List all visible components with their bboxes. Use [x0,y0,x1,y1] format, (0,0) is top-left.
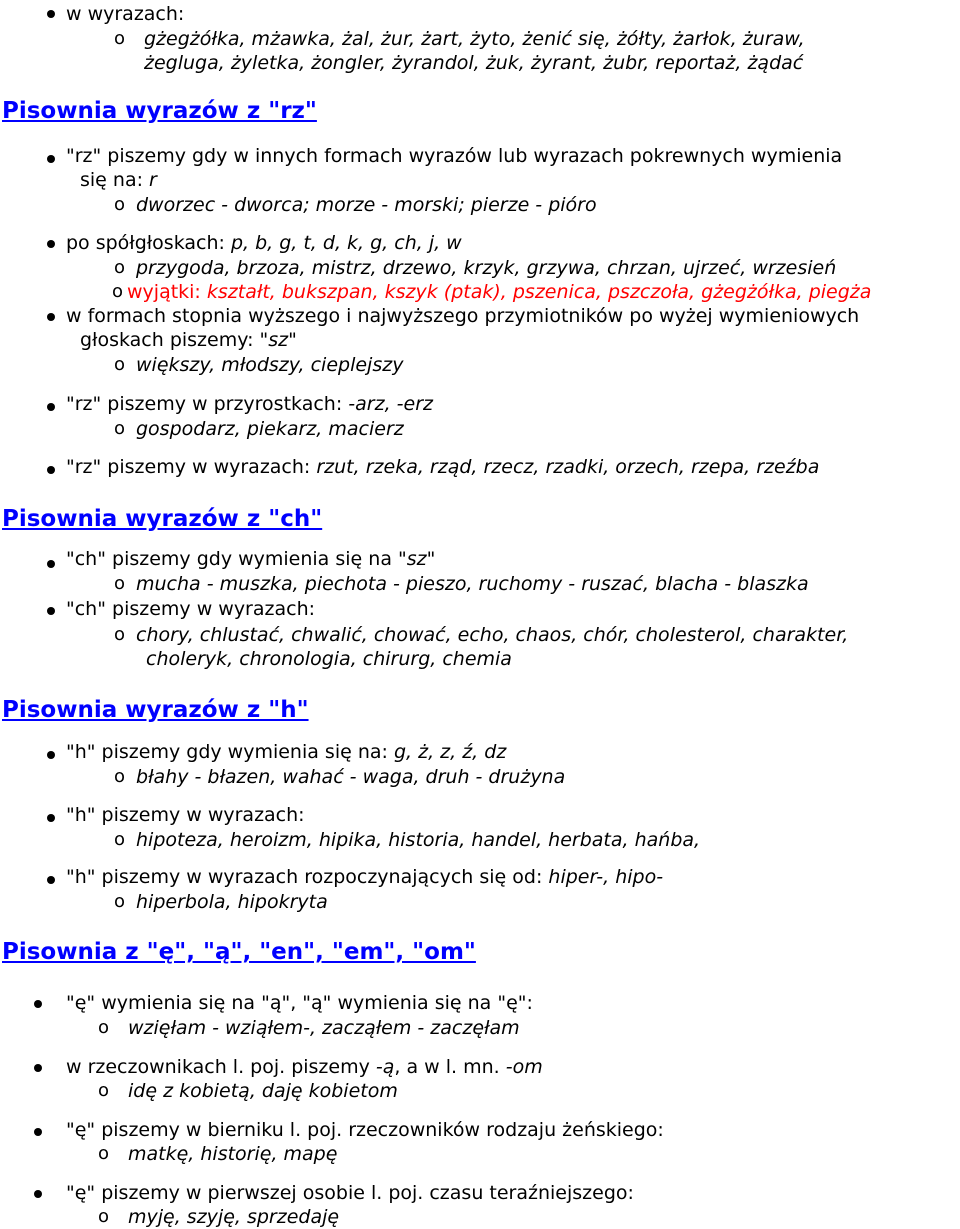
list-item-continuation: głoskach piszemy: "sz" [80,329,297,351]
list-item: "h" piszemy w wyrazach rozpoczynających się od: hiper-, hipo- [66,866,664,888]
bullet-icon [47,155,55,163]
bullet-icon [34,1190,42,1198]
example-line: żegluga, żyletka, żongler, żyrandol, żuk, żyrant, żubr, reportaż, żądać [144,52,804,74]
list-item: "ch" piszemy gdy wymienia się na "sz" [66,548,436,570]
sub-bullet-marker: o [114,28,126,49]
example-line: gospodarz, piekarz, macierz [136,418,404,440]
list-item: "ę" wymienia się na "ą", "ą" wymienia się na "ę": [66,992,533,1014]
sub-bullet-marker: o [114,354,126,375]
bullet-icon [34,1128,42,1136]
sub-bullet-marker: o [112,281,124,302]
sub-bullet-marker: o [98,1017,110,1038]
sub-bullet-marker: o [114,418,126,439]
bullet-icon [34,1064,42,1072]
bullet-icon [47,560,55,568]
bullet-icon [47,607,55,615]
example-line: błahy - błazen, wahać - waga, druh - drużyna [136,766,566,788]
bullet-icon [47,313,55,321]
sub-bullet-marker: o [114,624,126,645]
example-line: dworzec - dworca; morze - morski; pierze - pióro [136,194,597,216]
example-line: choleryk, chronologia, chirurg, chemia [146,648,512,670]
list-item: po spółgłoskach: p, b, g, t, d, k, g, ch, j, w [66,232,462,254]
example-line: wzięłam - wziąłem-, zacząłem - zaczęłam [128,1017,520,1039]
bullet-icon [47,814,55,822]
example-line: hipoteza, heroizm, hipika, historia, handel, herbata, hańba, [136,829,701,851]
example-line: chory, chlustać, chwalić, chować, echo, chaos, chór, cholesterol, charakter, [136,624,849,646]
bullet-icon [47,876,55,884]
example-line: myję, szyję, sprzedaję [128,1206,340,1228]
sub-bullet-marker: o [114,257,126,278]
section-heading: Pisownia wyrazów z "ch" [2,506,323,532]
example-line: gżegżółka, mżawka, żal, żur, żart, żyto, żenić się, żółty, żarłok, żuraw, [144,28,805,50]
sub-bullet-marker: o [114,829,126,850]
sub-bullet-marker: o [114,194,126,215]
bullet-icon [34,1000,42,1008]
list-item: "ę" piszemy w bierniku l. poj. rzeczowników rodzaju żeńskiego: [66,1119,664,1141]
list-item: "rz" piszemy w wyrazach: rzut, rzeka, rząd, rzecz, rzadki, orzech, rzepa, rzeźba [66,456,820,478]
list-item: "rz" piszemy gdy w innych formach wyrazów lub wyrazach pokrewnych wymienia [66,145,843,167]
bullet-icon [47,751,55,759]
example-line: mucha - muszka, piechota - pieszo, ruchomy - ruszać, blacha - blaszka [136,573,809,595]
section-heading: Pisownia z "ę", "ą", "en", "em", "om" [2,939,476,965]
list-item: "h" piszemy w wyrazach: [66,804,305,826]
sub-bullet-marker: o [114,891,126,912]
list-item-continuation: się na: r [80,169,157,191]
example-line: matkę, historię, mapę [128,1143,338,1165]
list-item: "ch" piszemy w wyrazach: [66,598,316,620]
sub-bullet-marker: o [114,766,126,787]
list-item: w formach stopnia wyższego i najwyższego przymiotników po wyżej wymieniowych [66,305,860,327]
sub-bullet-marker: o [98,1080,110,1101]
sub-bullet-marker: o [98,1206,110,1227]
bullet-icon [47,403,55,411]
list-item: "h" piszemy gdy wymienia się na: g, ż, z, ź, dz [66,741,507,763]
example-line: hiperbola, hipokryta [136,891,328,913]
exceptions-line: wyjątki: kształt, bukszpan, kszyk (ptak), pszenica, pszczoła, gżegżółka, piegża [127,281,872,303]
bullet-icon [47,466,55,474]
list-item: w rzeczownikach l. poj. piszemy -ą, a w l. mn. -om [66,1056,543,1078]
example-line: większy, młodszy, cieplejszy [136,354,404,376]
bullet-icon [47,10,55,18]
example-line: idę z kobietą, daję kobietom [128,1080,398,1102]
bullet-icon [47,240,55,248]
list-item: "ę" piszemy w pierwszej osobie l. poj. czasu teraźniejszego: [66,1182,634,1204]
section-heading: Pisownia wyrazów z "h" [2,697,309,723]
section-heading: Pisownia wyrazów z "rz" [2,98,317,124]
list-item: "rz" piszemy w przyrostkach: -arz, -erz [66,393,433,415]
sub-bullet-marker: o [114,573,126,594]
list-item: w wyrazach: [66,3,185,25]
sub-bullet-marker: o [98,1143,110,1164]
example-line: przygoda, brzoza, mistrz, drzewo, krzyk, grzywa, chrzan, ujrzeć, wrzesień [136,257,837,279]
